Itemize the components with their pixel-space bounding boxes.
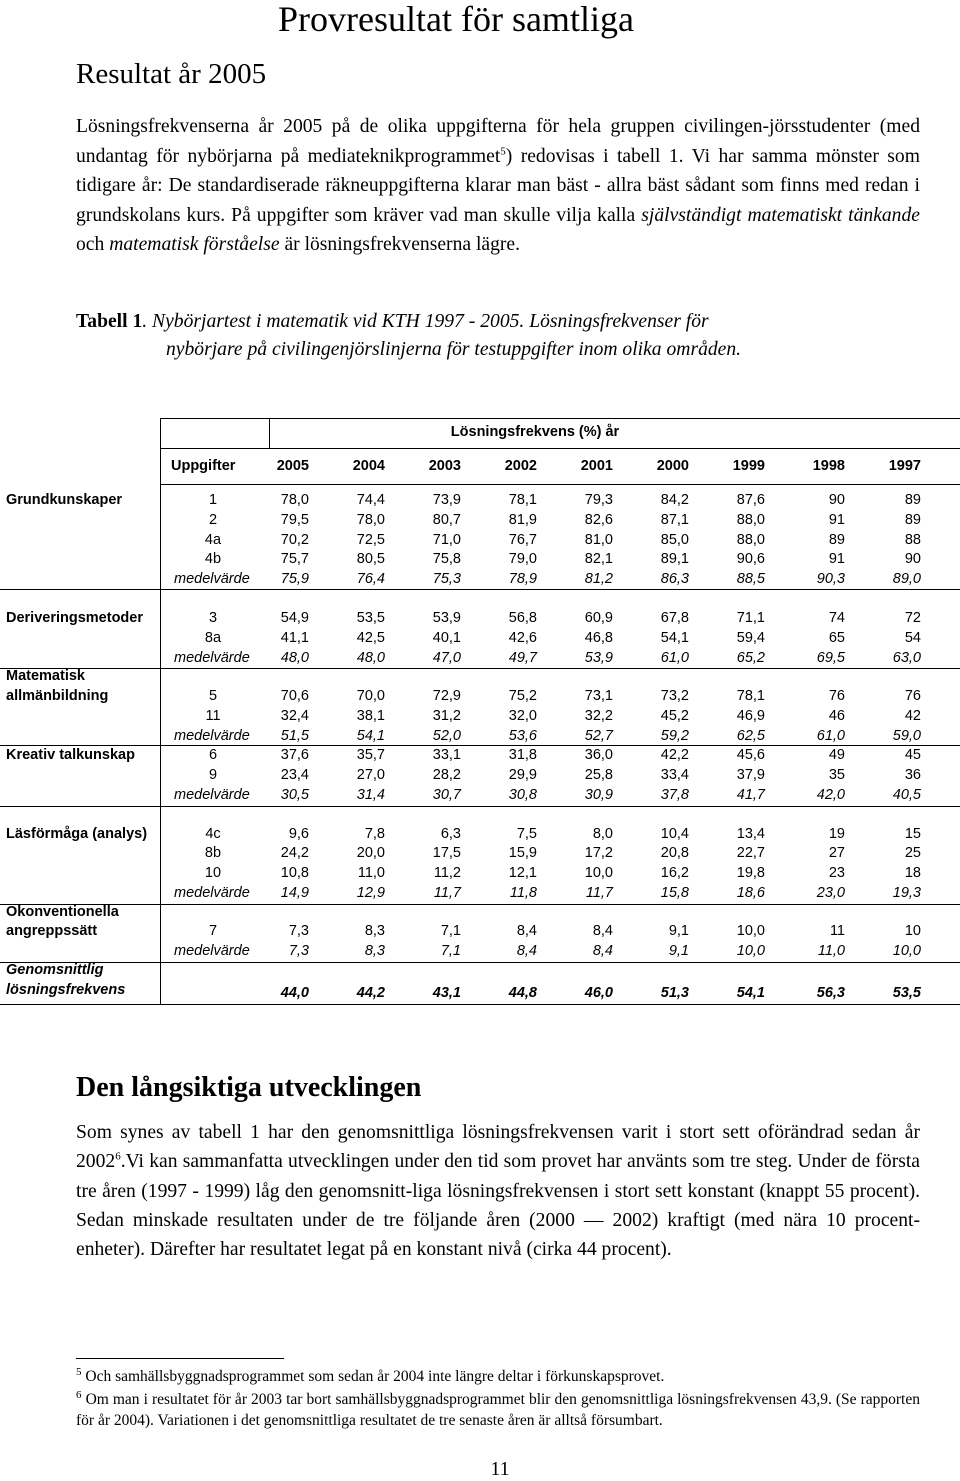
table-cell: 51,3 bbox=[660, 985, 689, 1001]
table-rule bbox=[0, 589, 960, 590]
table-cell: 7,1 bbox=[440, 923, 461, 939]
table-cell: 70,0 bbox=[356, 688, 385, 704]
table-cell: 78,0 bbox=[280, 492, 309, 508]
table-cell: 10,0 bbox=[584, 865, 613, 881]
table-cell: 46 bbox=[828, 708, 845, 724]
table-cell: 88 bbox=[904, 532, 921, 548]
table-cell: 18 bbox=[904, 865, 921, 881]
year-column-header: 1998 bbox=[812, 458, 845, 474]
table-cell: 72,5 bbox=[356, 532, 385, 548]
table-cell: 51,5 bbox=[280, 728, 309, 744]
year-column-header: 2003 bbox=[428, 458, 461, 474]
category-label: Okonventionella bbox=[6, 904, 119, 920]
table-cell: 30,8 bbox=[508, 787, 537, 803]
section-title: Resultat år 2005 bbox=[76, 58, 267, 90]
table-cell: 9,1 bbox=[668, 943, 689, 959]
table-cell: 9,6 bbox=[288, 826, 309, 842]
table-cell: 42,6 bbox=[508, 630, 537, 646]
table-cell: 89,0 bbox=[892, 571, 921, 587]
table-cell: 52,7 bbox=[584, 728, 613, 744]
table-cell: 87,6 bbox=[736, 492, 765, 508]
table-cell: 90 bbox=[828, 492, 845, 508]
table-cell: 60,9 bbox=[584, 610, 613, 626]
table-cell: 89 bbox=[904, 512, 921, 528]
table-cell: 30,9 bbox=[584, 787, 613, 803]
task-label: 7 bbox=[208, 923, 218, 939]
table-cell: 10,8 bbox=[280, 865, 309, 881]
table-cell: 9,1 bbox=[668, 923, 689, 939]
category-label: allmänbildning bbox=[6, 688, 109, 704]
table-cell: 52,0 bbox=[432, 728, 461, 744]
year-column-header: 2001 bbox=[580, 458, 613, 474]
table-cell: 32,0 bbox=[508, 708, 537, 724]
table-cell: 70,6 bbox=[280, 688, 309, 704]
caption-label: Tabell 1 bbox=[76, 311, 143, 332]
table-cell: 11,7 bbox=[433, 885, 461, 901]
table-cell: 13,4 bbox=[736, 826, 765, 842]
table-cell: 7,3 bbox=[288, 923, 309, 939]
task-column-header: Uppgifter bbox=[171, 458, 236, 474]
table-cell: 10,4 bbox=[660, 826, 689, 842]
category-label: angreppssätt bbox=[6, 923, 98, 939]
intro-emphasis-2: matematisk förståelse bbox=[109, 234, 280, 255]
table-cell: 41,7 bbox=[736, 787, 765, 803]
footnote-6 bbox=[76, 1389, 920, 1431]
table-cell: 85,0 bbox=[660, 532, 689, 548]
table-cell: 90,3 bbox=[816, 571, 845, 587]
table-cell: 32,4 bbox=[280, 708, 309, 724]
task-label: 4c bbox=[205, 826, 221, 842]
table-cell: 71,1 bbox=[736, 610, 765, 626]
intro-text-3: och bbox=[76, 234, 110, 255]
table-cell: 42,0 bbox=[816, 787, 845, 803]
table-cell: 75,7 bbox=[280, 551, 309, 567]
table-cell: 8,4 bbox=[516, 943, 537, 959]
table-cell: 27,0 bbox=[356, 767, 385, 783]
intro-text-4: är lösningsfrekvenserna lägre. bbox=[279, 234, 521, 255]
table-cell: 46,0 bbox=[584, 985, 613, 1001]
task-label: 3 bbox=[208, 610, 218, 626]
table-cell: 48,0 bbox=[356, 650, 385, 666]
intro-emphasis-1: självständigt matematiskt tänkande bbox=[641, 204, 920, 226]
table-cell: 10,0 bbox=[892, 943, 921, 959]
task-label: medelvärde bbox=[174, 885, 250, 901]
table-cell: 25,8 bbox=[584, 767, 613, 783]
footnote-divider bbox=[76, 1358, 284, 1359]
table-rule bbox=[160, 418, 960, 419]
table-cell: 15 bbox=[904, 826, 921, 842]
table-cell: 87,1 bbox=[660, 512, 689, 528]
table-cell: 74,4 bbox=[356, 492, 385, 508]
table-cell: 33,1 bbox=[432, 747, 461, 763]
task-label: medelvärde bbox=[174, 787, 250, 803]
table-cell: 53,5 bbox=[356, 610, 385, 626]
task-label: 4a bbox=[204, 532, 222, 548]
table-cell: 79,3 bbox=[584, 492, 613, 508]
table-cell: 54 bbox=[904, 630, 921, 646]
table-cell: 75,2 bbox=[508, 688, 537, 704]
table-cell: 90,6 bbox=[736, 551, 765, 567]
table-cell: 37,6 bbox=[280, 747, 309, 763]
table-cell: 45 bbox=[904, 747, 921, 763]
table-cell: 61,0 bbox=[660, 650, 689, 666]
table-cell: 75,9 bbox=[280, 571, 309, 587]
table-cell: 30,7 bbox=[432, 787, 461, 803]
table-cell: 42,2 bbox=[660, 747, 689, 763]
table-cell: 91 bbox=[828, 551, 845, 567]
footnote-ref-5[interactable]: 5 bbox=[500, 144, 506, 157]
table-rule bbox=[0, 745, 960, 746]
table-cell: 54,1 bbox=[660, 630, 689, 646]
footnote-text: Och samhällsbyggnadsprogrammet som sedan år 2004 inte längre deltar i förkunskapsprovet. bbox=[85, 1368, 665, 1385]
table-cell: 59,0 bbox=[892, 728, 921, 744]
body2-text-2: .Vi kan sammanfatta utvecklingen under den tid som provet har använts som tre steg. Under de första tre åren (1997 - 1999) låg den genomsnitt-liga lösningsfrekvensen i stort sett konstant (knappt 55 procent). Sedan minskade resultaten under de tre följande åren (2000 — 2002) kraftigt (med nära 10 procent-enheter). Därefter har resultatet legat på en konstant nivå (cirka 44 procent). bbox=[76, 1151, 920, 1261]
table-cell: 72,9 bbox=[432, 688, 461, 704]
table-cell: 76,4 bbox=[356, 571, 385, 587]
task-label: 9 bbox=[208, 767, 218, 783]
table-cell: 63,0 bbox=[892, 650, 921, 666]
table-cell: 67,8 bbox=[660, 610, 689, 626]
table-cell: 42 bbox=[904, 708, 921, 724]
table-cell: 88,5 bbox=[736, 571, 765, 587]
table-cell: 29,9 bbox=[508, 767, 537, 783]
task-label: medelvärde bbox=[174, 571, 250, 587]
table-cell: 65,2 bbox=[736, 650, 765, 666]
table-cell: 62,5 bbox=[736, 728, 765, 744]
table-cell: 8,0 bbox=[592, 826, 613, 842]
category-label: Genomsnittlig bbox=[6, 962, 104, 978]
table-cell: 45,2 bbox=[660, 708, 689, 724]
table-rule bbox=[0, 806, 960, 807]
table-cell: 73,2 bbox=[660, 688, 689, 704]
table-cell: 76 bbox=[904, 688, 921, 704]
table-rule bbox=[269, 418, 270, 448]
table-cell: 19 bbox=[828, 826, 845, 842]
body2-paragraph bbox=[76, 1118, 920, 1264]
footnote-number: 5 bbox=[76, 1365, 82, 1378]
footnote-number: 6 bbox=[76, 1388, 82, 1401]
table-cell: 54,9 bbox=[280, 610, 309, 626]
table-cell: 15,9 bbox=[508, 845, 537, 861]
table-cell: 10 bbox=[904, 923, 921, 939]
task-label: 11 bbox=[205, 708, 221, 724]
table-cell: 59,2 bbox=[660, 728, 689, 744]
table-cell: 12,9 bbox=[356, 885, 385, 901]
table-cell: 72 bbox=[904, 610, 921, 626]
table-cell: 37,9 bbox=[736, 767, 765, 783]
table-cell: 88,0 bbox=[736, 532, 765, 548]
table-cell: 48,0 bbox=[280, 650, 309, 666]
table-cell: 11 bbox=[829, 923, 845, 939]
year-column-header: 2005 bbox=[276, 458, 309, 474]
table-cell: 27 bbox=[828, 845, 845, 861]
table-cell: 84,2 bbox=[660, 492, 689, 508]
task-label: 10 bbox=[204, 865, 222, 881]
table-cell: 11,2 bbox=[433, 865, 461, 881]
table-cell: 82,1 bbox=[584, 551, 613, 567]
table-cell: 8,3 bbox=[364, 943, 385, 959]
table-cell: 31,8 bbox=[508, 747, 537, 763]
year-column-header: 2004 bbox=[352, 458, 385, 474]
table-rule bbox=[0, 668, 960, 669]
table-cell: 79,5 bbox=[280, 512, 309, 528]
table-cell: 15,8 bbox=[660, 885, 689, 901]
table-cell: 71,0 bbox=[432, 532, 461, 548]
table-cell: 7,3 bbox=[288, 943, 309, 959]
task-label: 4b bbox=[204, 551, 222, 567]
table-cell: 8,4 bbox=[592, 923, 613, 939]
table-cell: 69,5 bbox=[816, 650, 845, 666]
table-cell: 40,5 bbox=[892, 787, 921, 803]
year-column-header: 2002 bbox=[504, 458, 537, 474]
table-cell: 65 bbox=[828, 630, 845, 646]
table-cell: 47,0 bbox=[432, 650, 461, 666]
table-cell: 49,7 bbox=[508, 650, 537, 666]
table-cell: 91 bbox=[828, 512, 845, 528]
table-cell: 10,0 bbox=[736, 923, 765, 939]
table-cell: 17,2 bbox=[584, 845, 613, 861]
category-label: Grundkunskaper bbox=[6, 492, 123, 508]
year-column-header: 2000 bbox=[656, 458, 689, 474]
table-rule bbox=[160, 484, 960, 485]
page-header-title: Provresultat för samtliga bbox=[278, 0, 634, 39]
table-cell: 44,0 bbox=[280, 985, 309, 1001]
table-cell: 37,8 bbox=[660, 787, 689, 803]
table-cell: 35 bbox=[828, 767, 845, 783]
category-label: Deriveringsmetoder bbox=[6, 610, 143, 626]
table-cell: 23,4 bbox=[280, 767, 309, 783]
table-cell: 31,2 bbox=[432, 708, 461, 724]
table-cell: 7,5 bbox=[516, 826, 537, 842]
task-label: medelvärde bbox=[174, 650, 250, 666]
table-cell: 30,5 bbox=[280, 787, 309, 803]
table-cell: 36,0 bbox=[584, 747, 613, 763]
table-cell: 8,4 bbox=[516, 923, 537, 939]
footnote-text: Om man i resultatet för år 2003 tar bort samhällsbyggnadsprogrammet blir den genomsnittliga lösningsfrekvensen 43,9. (Se rapporten för år 2004). Variationen i det genomsnittliga resultatet de tre senaste åren är alltså försumbart. bbox=[76, 1391, 920, 1429]
table-cell: 28,2 bbox=[432, 767, 461, 783]
task-label: medelvärde bbox=[174, 728, 250, 744]
table-cell: 89 bbox=[904, 492, 921, 508]
table-cell: 56,8 bbox=[508, 610, 537, 626]
task-label: 8b bbox=[204, 845, 222, 861]
table-cell: 75,3 bbox=[432, 571, 461, 587]
table-cell: 45,6 bbox=[736, 747, 765, 763]
table-cell: 42,5 bbox=[356, 630, 385, 646]
table-rule bbox=[160, 448, 960, 449]
task-label: 2 bbox=[208, 512, 218, 528]
table-cell: 11,8 bbox=[509, 885, 537, 901]
table-cell: 7,8 bbox=[364, 826, 385, 842]
table-cell: 73,9 bbox=[432, 492, 461, 508]
table-rule bbox=[160, 418, 161, 1004]
table-cell: 79,0 bbox=[508, 551, 537, 567]
table-cell: 78,0 bbox=[356, 512, 385, 528]
table-cell: 24,2 bbox=[280, 845, 309, 861]
table-cell: 23 bbox=[828, 865, 845, 881]
table-cell: 56,3 bbox=[816, 985, 845, 1001]
intro-text-2: ) redovisas i tabell 1. Vi har samma mönster som tidigare år: De standardiserade räkneuppgifterna klarar man bäst - allra bäst sådant som finns med redan i grundskolans kurs. På uppgifter som kräver vad man skulle vilja kalla bbox=[76, 145, 920, 226]
table-cell: 6,3 bbox=[440, 826, 461, 842]
table-cell: 19,3 bbox=[892, 885, 921, 901]
table-cell: 11,0 bbox=[357, 865, 385, 881]
table-cell: 43,1 bbox=[432, 985, 461, 1001]
table-cell: 86,3 bbox=[660, 571, 689, 587]
table-super-header: Lösningsfrekvens (%) år bbox=[450, 424, 620, 440]
table-cell: 54,1 bbox=[736, 985, 765, 1001]
footnote-ref-6[interactable]: 6 bbox=[115, 1150, 121, 1163]
caption-line-1: . Nybörjartest i matematik vid KTH 1997 - 2005. Lösningsfrekvenser för bbox=[142, 311, 709, 332]
table-cell: 46,8 bbox=[584, 630, 613, 646]
table-cell: 81,9 bbox=[508, 512, 537, 528]
table-cell: 11,0 bbox=[817, 943, 845, 959]
task-label: 6 bbox=[208, 747, 218, 763]
table-cell: 32,2 bbox=[584, 708, 613, 724]
table-cell: 40,1 bbox=[432, 630, 461, 646]
category-label: Matematisk bbox=[6, 668, 85, 684]
table-cell: 8,4 bbox=[592, 943, 613, 959]
intro-text-1: Lösningsfrekvenserna år 2005 på de olika uppgifterna för hela gruppen civilingen-jörsstudenter (med undantag för nybörjarna på mediateknikprogrammet bbox=[76, 116, 920, 167]
table-cell: 90 bbox=[904, 551, 921, 567]
table-cell: 38,1 bbox=[356, 708, 385, 724]
table-cell: 20,0 bbox=[356, 845, 385, 861]
body2-text-1: Som synes av tabell 1 har den genomsnittliga lösningsfrekvensen varit i stort sett oförändrad sedan år 2002 bbox=[76, 1122, 920, 1173]
table-cell: 89,1 bbox=[660, 551, 689, 567]
table-rule bbox=[0, 962, 960, 963]
table-cell: 41,1 bbox=[280, 630, 309, 646]
table-cell: 80,5 bbox=[356, 551, 385, 567]
table-cell: 44,2 bbox=[356, 985, 385, 1001]
table-cell: 36 bbox=[904, 767, 921, 783]
table-cell: 18,6 bbox=[736, 885, 765, 901]
table-cell: 10,0 bbox=[736, 943, 765, 959]
table-cell: 78,1 bbox=[508, 492, 537, 508]
table-cell: 22,7 bbox=[736, 845, 765, 861]
table-cell: 73,1 bbox=[584, 688, 613, 704]
table-cell: 53,9 bbox=[584, 650, 613, 666]
category-label: Läsförmåga (analys) bbox=[6, 826, 148, 842]
table-cell: 81,0 bbox=[584, 532, 613, 548]
table-cell: 33,4 bbox=[660, 767, 689, 783]
table-cell: 46,9 bbox=[736, 708, 765, 724]
table-cell: 75,8 bbox=[432, 551, 461, 567]
section2-title: Den långsiktiga utvecklingen bbox=[76, 1072, 422, 1103]
year-column-header: 1999 bbox=[732, 458, 765, 474]
table-cell: 59,4 bbox=[736, 630, 765, 646]
table-cell: 53,5 bbox=[892, 985, 921, 1001]
table-cell: 76 bbox=[828, 688, 845, 704]
table-cell: 7,1 bbox=[440, 943, 461, 959]
table-cell: 88,0 bbox=[736, 512, 765, 528]
table-cell: 25 bbox=[904, 845, 921, 861]
table-cell: 76,7 bbox=[508, 532, 537, 548]
table-cell: 17,5 bbox=[432, 845, 461, 861]
table-cell: 74 bbox=[828, 610, 845, 626]
task-label: 8a bbox=[204, 630, 222, 646]
table-cell: 61,0 bbox=[816, 728, 845, 744]
table-rule bbox=[0, 904, 960, 905]
table-cell: 78,1 bbox=[736, 688, 765, 704]
table-cell: 19,8 bbox=[736, 865, 765, 881]
table-cell: 53,6 bbox=[508, 728, 537, 744]
table-cell: 54,1 bbox=[356, 728, 385, 744]
year-column-header: 1997 bbox=[888, 458, 921, 474]
table-cell: 35,7 bbox=[356, 747, 385, 763]
footnote-5 bbox=[76, 1366, 920, 1387]
page-number: 11 bbox=[490, 1458, 510, 1480]
category-label: Kreativ talkunskap bbox=[6, 747, 135, 763]
category-label: lösningsfrekvens bbox=[6, 982, 126, 998]
table-cell: 14,9 bbox=[280, 885, 309, 901]
table-cell: 11,7 bbox=[585, 885, 613, 901]
table-cell: 81,2 bbox=[584, 571, 613, 587]
task-label: medelvärde bbox=[174, 943, 250, 959]
table-cell: 23,0 bbox=[816, 885, 845, 901]
table-cell: 82,6 bbox=[584, 512, 613, 528]
caption-line-2: nybörjare på civilingenjörslinjerna för testuppgifter inom olika områden. bbox=[166, 339, 742, 360]
table-cell: 8,3 bbox=[364, 923, 385, 939]
table-cell: 12,1 bbox=[508, 865, 537, 881]
task-label: 1 bbox=[208, 492, 218, 508]
table-cell: 80,7 bbox=[432, 512, 461, 528]
table-rule bbox=[0, 1004, 960, 1005]
table-cell: 16,2 bbox=[660, 865, 689, 881]
table-cell: 70,2 bbox=[280, 532, 309, 548]
table-cell: 89 bbox=[828, 532, 845, 548]
table-cell: 53,9 bbox=[432, 610, 461, 626]
task-label: 5 bbox=[208, 688, 218, 704]
table-cell: 31,4 bbox=[356, 787, 385, 803]
table-cell: 20,8 bbox=[660, 845, 689, 861]
table-cell: 49 bbox=[828, 747, 845, 763]
table-cell: 44,8 bbox=[508, 985, 537, 1001]
table-cell: 78,9 bbox=[508, 571, 537, 587]
